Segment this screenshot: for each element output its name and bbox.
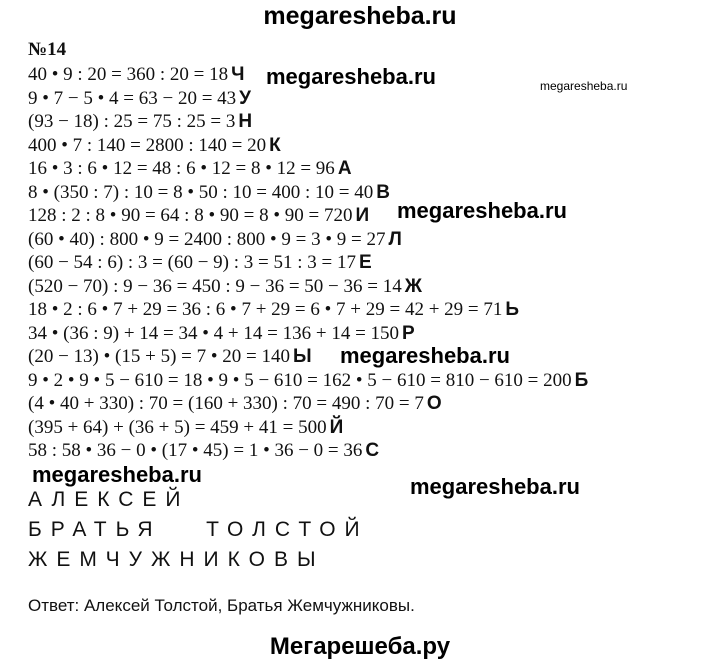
equation-line: 58 : 58 • 36 − 0 • (17 • 45) = 1 • 36 − 0 = 36 С xyxy=(28,440,380,461)
watermark: megaresheba.ru xyxy=(410,474,580,499)
watermark: megaresheba.ru xyxy=(397,198,567,223)
word-line-3: ЖЕМЧУЖНИКОВЫ xyxy=(28,548,325,571)
answer-text: Ответ: Алексей Толстой, Братья Жемчужниковы. xyxy=(28,596,415,615)
equation-line: (60 • 40) : 800 • 9 = 2400 : 800 • 9 = 3 • 9 = 27 Л xyxy=(28,229,402,250)
watermark: megaresheba.ru xyxy=(32,462,202,487)
equation-line: 8 • (350 : 7) : 10 = 8 • 50 : 10 = 400 : 10 = 40 В xyxy=(28,182,390,203)
watermark: megaresheba.ru xyxy=(340,343,510,368)
equation-line: 400 • 7 : 140 = 2800 : 140 = 20 К xyxy=(28,135,281,156)
equation-line: (395 + 64) + (36 + 5) = 459 + 41 = 500 Й xyxy=(28,417,344,438)
task-number: №14 xyxy=(28,39,67,60)
equation-line: (60 − 54 : 6) : 3 = (60 − 9) : 3 = 51 : 3 = 17 Е xyxy=(28,252,372,273)
equation-line: 128 : 2 : 8 • 90 = 64 : 8 • 90 = 8 • 90 = 720 И xyxy=(28,205,370,226)
watermark: megaresheba.ru xyxy=(266,64,436,89)
equation-line: (4 • 40 + 330) : 70 = (160 + 330) : 70 = 490 : 70 = 7 О xyxy=(28,393,442,414)
equation-line: (520 − 70) : 9 − 36 = 450 : 9 − 36 = 50 − 36 = 14 Ж xyxy=(28,276,422,297)
word-line-2: БРАТЬЯ ТОЛСТОЙ xyxy=(28,518,369,541)
equation-line: 16 • 3 : 6 • 12 = 48 : 6 • 12 = 8 • 12 = 96 А xyxy=(28,158,352,179)
site-title-footer: Мегарешеба.ру xyxy=(269,633,451,660)
equation-line: 9 • 7 − 5 • 4 = 63 − 20 = 43 У xyxy=(28,88,251,109)
watermark: megaresheba.ru xyxy=(540,79,628,93)
equation-line: (93 − 18) : 25 = 75 : 25 = 3 Н xyxy=(28,111,253,132)
equation-line: (20 − 13) • (15 + 5) = 7 • 20 = 140 Ы xyxy=(28,346,312,367)
equation-line: 40 • 9 : 20 = 360 : 20 = 18 Ч xyxy=(28,64,245,85)
equation-line: 18 • 2 : 6 • 7 + 29 = 36 : 6 • 7 + 29 = 6 • 7 + 29 = 42 + 29 = 71 Ь xyxy=(28,299,520,320)
word-line-1: АЛЕКСЕЙ xyxy=(28,488,190,511)
equation-line: 9 • 2 • 9 • 5 − 610 = 18 • 9 • 5 − 610 = 162 • 5 − 610 = 810 − 610 = 200 Б xyxy=(28,370,589,391)
site-title-header: megaresheba.ru xyxy=(263,2,457,30)
equation-line: 34 • (36 : 9) + 14 = 34 • 4 + 14 = 136 + 14 = 150 Р xyxy=(28,323,415,344)
